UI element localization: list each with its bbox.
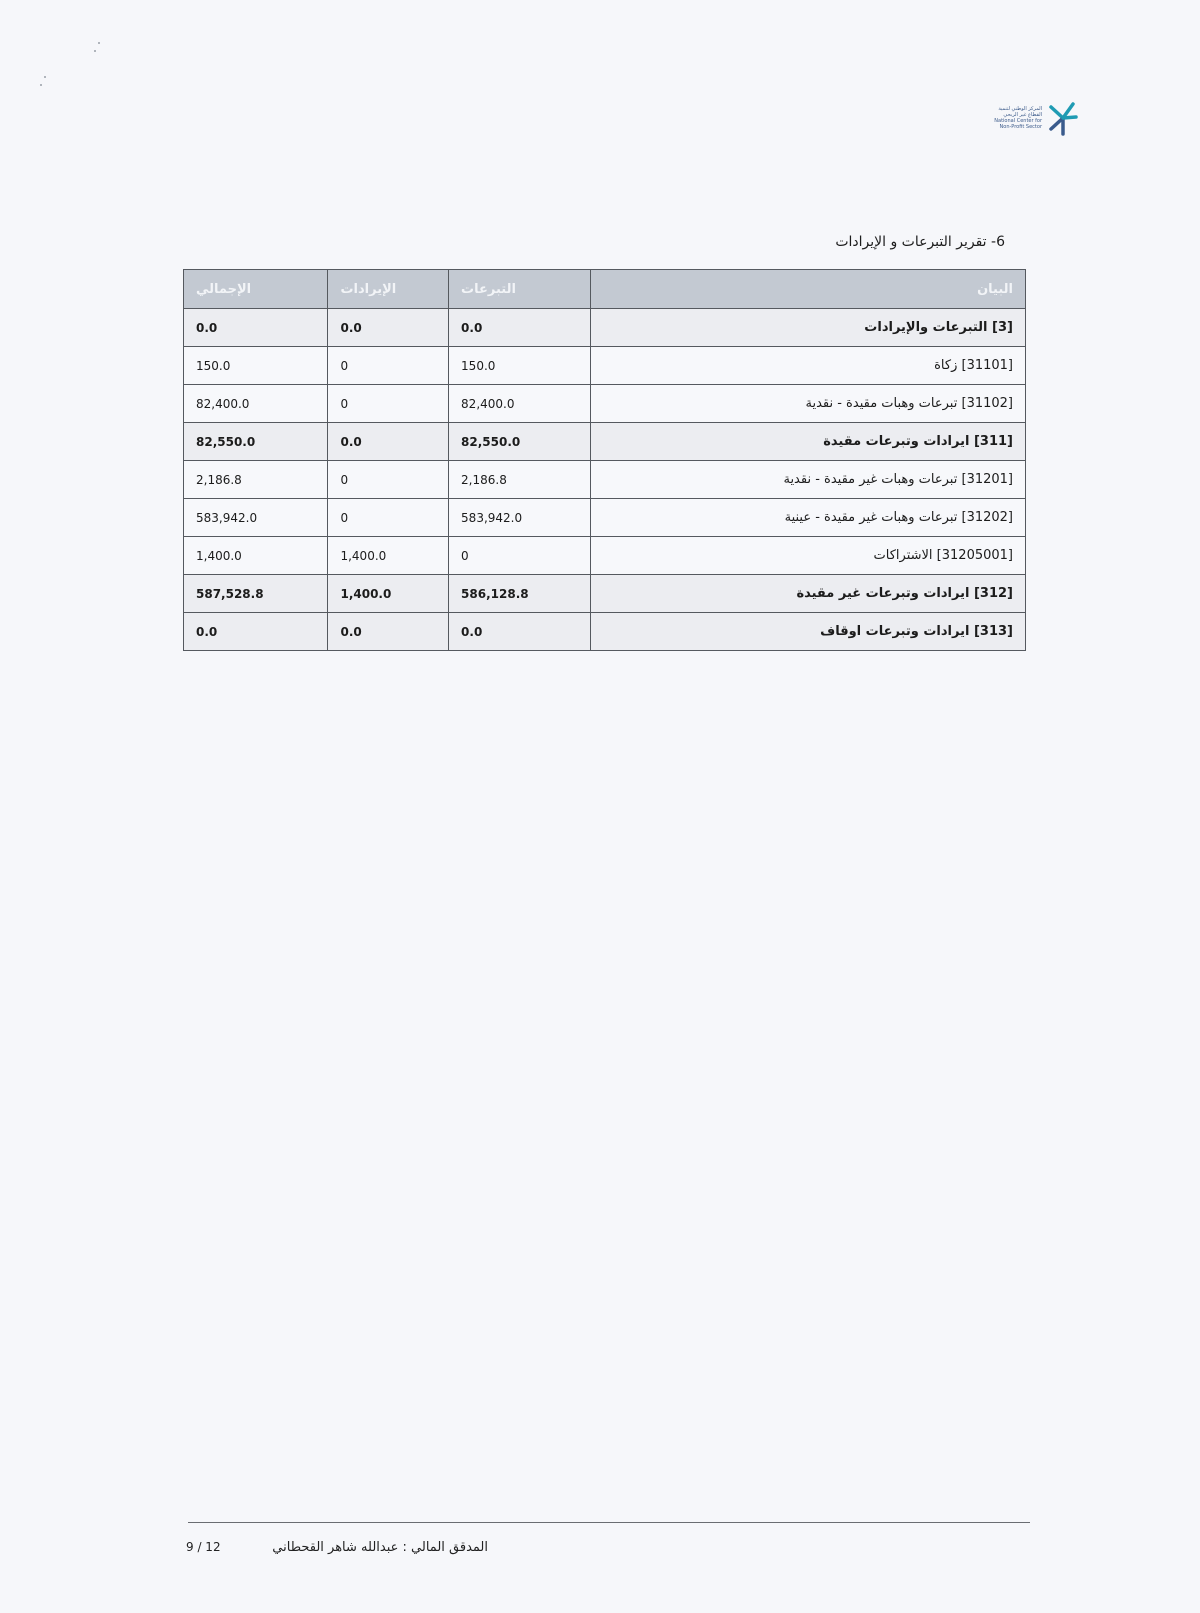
header-description: البيان xyxy=(590,270,1025,309)
cell-revenues: 0 xyxy=(328,347,449,385)
cell-revenues: 0 xyxy=(328,461,449,499)
donations-revenues-table xyxy=(183,269,1026,651)
cell-total: 0.0 xyxy=(184,613,328,651)
table-row xyxy=(184,423,1026,461)
table-row xyxy=(184,385,1026,423)
cell-donations: 0.0 xyxy=(449,613,590,651)
cell-donations: 0 xyxy=(449,537,590,575)
logo-line: National Center for xyxy=(994,118,1042,124)
cell-description: [31205001] الاشتراكات xyxy=(590,537,1025,575)
cell-description: [312] ايرادات وتبرعات غير مقيدة xyxy=(590,575,1025,613)
table-row xyxy=(184,499,1026,537)
ncnp-star-icon xyxy=(1046,98,1082,138)
ncnp-logo xyxy=(978,98,1082,138)
cell-description: [313] ايرادات وتبرعات اوقاف xyxy=(590,613,1025,651)
cell-total: 150.0 xyxy=(184,347,328,385)
header-donations: التبرعات xyxy=(449,270,590,309)
logo-line: Non-Profit Sector xyxy=(999,124,1042,130)
cell-donations: 583,942.0 xyxy=(449,499,590,537)
footer-divider xyxy=(188,1522,1030,1523)
cell-donations: 82,550.0 xyxy=(449,423,590,461)
table-row xyxy=(184,613,1026,651)
cell-revenues: 0.0 xyxy=(328,309,449,347)
cell-revenues: 1,400.0 xyxy=(328,575,449,613)
cell-revenues: 0.0 xyxy=(328,613,449,651)
cell-description: [31202] تبرعات وهبات غير مقيدة - عينية xyxy=(590,499,1025,537)
scan-speck xyxy=(44,76,46,78)
table-row xyxy=(184,537,1026,575)
cell-donations: 0.0 xyxy=(449,309,590,347)
footer-auditor: المدقق المالي : عبدالله شاهر القحطاني xyxy=(272,1540,488,1555)
header-revenues: الإيرادات xyxy=(328,270,449,309)
cell-total: 1,400.0 xyxy=(184,537,328,575)
cell-total: 587,528.8 xyxy=(184,575,328,613)
cell-description: [31201] تبرعات وهبات غير مقيدة - نقدية xyxy=(590,461,1025,499)
cell-description: [31101] زكاة xyxy=(590,347,1025,385)
cell-revenues: 0 xyxy=(328,385,449,423)
logo-line: القطاع غير الربحي xyxy=(1003,112,1042,118)
cell-donations: 82,400.0 xyxy=(449,385,590,423)
cell-description: [311] ايرادات وتبرعات مقيدة xyxy=(590,423,1025,461)
cell-total: 82,400.0 xyxy=(184,385,328,423)
cell-donations: 2,186.8 xyxy=(449,461,590,499)
cell-total: 0.0 xyxy=(184,309,328,347)
cell-revenues: 0 xyxy=(328,499,449,537)
cell-donations: 150.0 xyxy=(449,347,590,385)
cell-revenues: 0.0 xyxy=(328,423,449,461)
header-total: الإجمالي xyxy=(184,270,328,309)
table-body xyxy=(184,309,1026,651)
table-row xyxy=(184,347,1026,385)
cell-total: 583,942.0 xyxy=(184,499,328,537)
cell-total: 82,550.0 xyxy=(184,423,328,461)
scan-speck xyxy=(40,84,42,86)
table-row xyxy=(184,575,1026,613)
cell-total: 2,186.8 xyxy=(184,461,328,499)
cell-revenues: 1,400.0 xyxy=(328,537,449,575)
page-number: 9 / 12 xyxy=(186,1540,221,1554)
scan-speck xyxy=(94,50,96,52)
cell-donations: 586,128.8 xyxy=(449,575,590,613)
report-title: 6- تقرير التبرعات و الإيرادات xyxy=(835,234,1005,250)
table-header-row xyxy=(184,270,1026,309)
cell-description: [31102] تبرعات وهبات مقيدة - نقدية xyxy=(590,385,1025,423)
logo-text xyxy=(978,106,1042,130)
logo-line: المركز الوطني لتنمية xyxy=(998,106,1042,112)
cell-description: [3] التبرعات والإيرادات xyxy=(590,309,1025,347)
table-row xyxy=(184,461,1026,499)
table-row xyxy=(184,309,1026,347)
scan-speck xyxy=(98,42,100,44)
